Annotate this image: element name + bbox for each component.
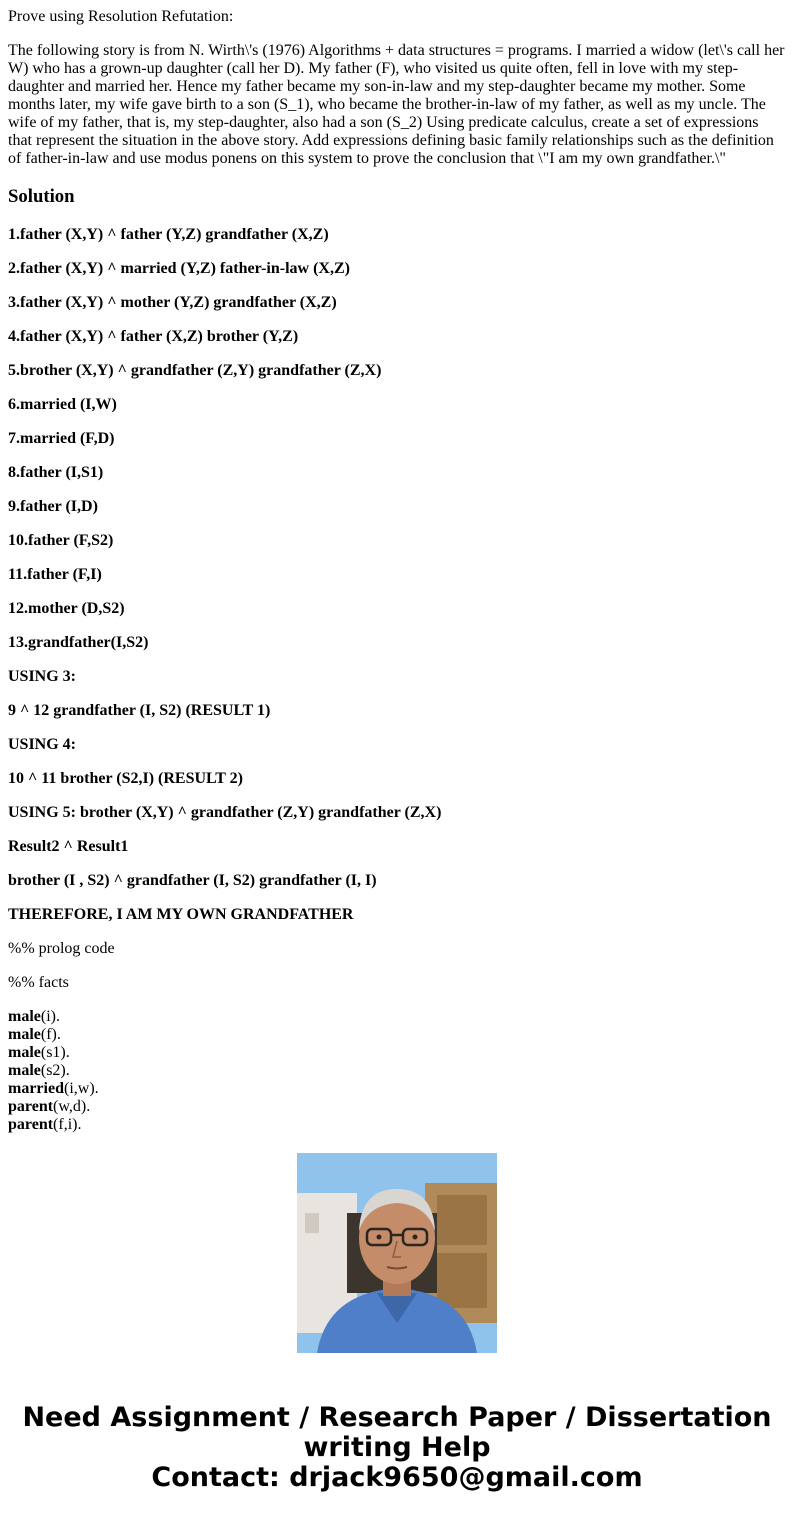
solution-title: Solution [8,186,75,207]
fact-line [8,1062,786,1080]
fact-predicate: male [8,1026,41,1043]
facts-comment: %% facts [8,974,69,991]
help-banner [0,1403,794,1493]
tutor-portrait [297,1153,497,1353]
solution-step: USING 3: [8,668,77,685]
fact-args: (w,d). [53,1098,91,1115]
solution-step: 7.married (F,D) [8,430,115,447]
solution-step: 6.married (I,W) [8,396,117,413]
solution-conclusion: THEREFORE, I AM MY OWN GRANDFATHER [8,906,354,923]
solution-step: 9.father (I,D) [8,498,98,515]
help-banner-line: Need Assignment / Research Paper / Dissertation [22,1402,772,1433]
solution-step: 11.father (F,I) [8,566,102,583]
solution-step: brother (I , S2) ^ grandfather (I, S2) grandfather (I, I) [8,872,377,889]
fact-args: (i,w). [63,1080,99,1097]
fact-line [8,1026,786,1044]
fact-args: (f). [40,1026,61,1043]
solution-document [8,0,786,1133]
solution-step: Result2 ^ Result1 [8,838,129,855]
avatar-switch [305,1213,319,1233]
solution-step: 1.father (X,Y) ^ father (Y,Z) grandfather (X,Z) [8,226,329,243]
prolog-comment: %% prolog code [8,940,115,957]
tutor-avatar [297,1153,497,1353]
solution-step: 10.father (F,S2) [8,532,114,549]
solution-step: 3.father (X,Y) ^ mother (Y,Z) grandfather (X,Z) [8,294,337,311]
fact-line [8,1098,786,1116]
fact-args: (i). [40,1008,60,1025]
fact-line [8,1080,786,1098]
solution-step: 9 ^ 12 grandfather (I, S2) (RESULT 1) [8,702,271,719]
fact-args: (s2). [40,1062,70,1079]
fact-line [8,1008,786,1026]
solution-step: USING 4: [8,736,77,753]
solution-step: USING 5: brother (X,Y) ^ grandfather (Z,Y) grandfather (Z,X) [8,804,442,821]
fact-predicate: married [8,1080,64,1097]
fact-predicate: parent [8,1098,54,1115]
prolog-facts [8,1008,786,1134]
fact-line [8,1044,786,1062]
fact-args: (f,i). [53,1116,82,1133]
fact-predicate: male [8,1008,41,1025]
solution-step: 13.grandfather(I,S2) [8,634,149,651]
fact-args: (s1). [40,1044,70,1061]
help-banner-line: writing Help [303,1432,491,1463]
contact-email[interactable]: Contact: drjack9650@gmail.com [151,1462,643,1493]
solution-step: 4.father (X,Y) ^ father (X,Z) brother (Y,Z) [8,328,299,345]
solution-step: 5.brother (X,Y) ^ grandfather (Z,Y) grandfather (Z,X) [8,362,382,379]
solution-step: 8.father (I,S1) [8,464,104,481]
solution-steps [8,226,786,924]
fact-predicate: male [8,1044,41,1061]
solution-step: 2.father (X,Y) ^ married (Y,Z) father-in-law (X,Z) [8,260,350,277]
solution-step: 12.mother (D,S2) [8,600,125,617]
fact-predicate: male [8,1062,41,1079]
avatar-eye [413,1235,418,1240]
question-body: The following story is from N. Wirth\'s (1976) Algorithms + data structures = programs. I married a widow (let\'s call her W) who has a grown-up daughter (call her D). My father (F), who visited us quite often, fell in love with my step-daughter and married her. Hence my father became my son-in-law and my step-daughter became my mother. Some months later, my wife gave birth to a son (S_1), who became the brother-in-law of my father, as well as my uncle. The wife of my father, that is, my step-daughter, also had a son (S_2) Using predicate calculus, create a set of expressions that represent the situation in the above story. Add expressions defining basic family relationships such as the definition of father-in-law and use modus ponens on this system to prove the conclusion that \"I am my own grandfather.\" [8,42,785,167]
avatar-door-panel [437,1195,487,1245]
fact-predicate: parent [8,1116,54,1133]
avatar-eye [377,1235,382,1240]
question-heading: Prove using Resolution Refutation: [8,8,234,25]
fact-line [8,1116,786,1134]
solution-step: 10 ^ 11 brother (S2,I) (RESULT 2) [8,770,243,787]
avatar-door-panel [437,1253,487,1308]
